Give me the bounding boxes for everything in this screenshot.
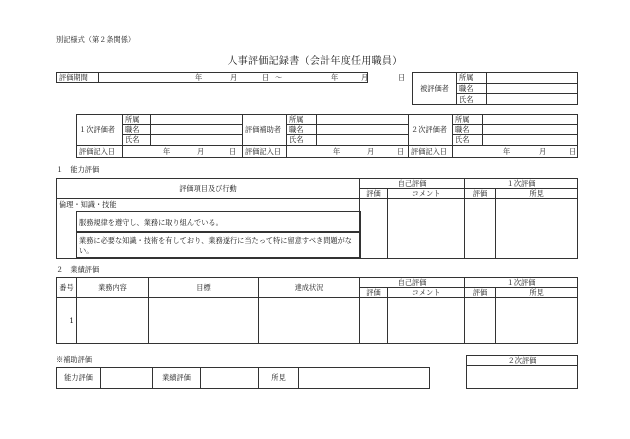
assist-table [56, 367, 430, 389]
evaluatee-affiliation-field[interactable] [487, 73, 578, 84]
performance-self-rating-header: 評価 [360, 288, 388, 298]
performance-first-rating-header: 評価 [465, 288, 496, 298]
period-start-month: 月 [230, 73, 238, 82]
evaluatee-label: 被評価者 [413, 73, 457, 105]
performance-self-comment-field[interactable] [388, 298, 465, 344]
evaluatee-name-label: 氏名 [457, 94, 487, 105]
ability-item-1 [76, 211, 361, 232]
performance-first-rating-field[interactable] [465, 298, 496, 344]
ability-table [56, 178, 578, 259]
assist-remarks-field[interactable] [299, 368, 430, 389]
ability-self-rating-header: 評価 [360, 189, 388, 199]
assist-ability-field[interactable] [101, 368, 153, 389]
evaluation-period-table [56, 72, 406, 83]
second-entry-date-label: 評価記入日 [409, 145, 453, 157]
performance-first-eval-header: １次評価 [465, 278, 578, 288]
second-date-year: 年 [503, 146, 511, 156]
performance-goal-header: 目標 [149, 278, 259, 298]
performance-status-field[interactable] [259, 298, 360, 344]
first-name-label: 氏名 [123, 135, 151, 145]
performance-section-title: ２ 業績評価 [56, 265, 100, 274]
evaluatee-position-field[interactable] [487, 83, 578, 94]
first-position-field[interactable] [151, 125, 243, 135]
performance-row-number: 1 [57, 298, 77, 344]
ability-first-rating-field[interactable] [465, 199, 496, 259]
assistant-date-year: 年 [333, 146, 341, 156]
period-start-year: 年 [195, 73, 203, 82]
performance-number-header: 番号 [57, 278, 77, 298]
ability-self-comment-header: コメント [388, 189, 465, 199]
second-position-label: 職名 [453, 125, 483, 135]
second-eval-field[interactable] [467, 366, 578, 389]
form-note: 別記様式（第２条関係） [56, 35, 136, 44]
assistant-name-field[interactable] [317, 135, 409, 145]
ability-item-1-text: 服務規律を遵守し、業務に取り組んでいる。 [79, 218, 223, 227]
evaluatee-affiliation-label: 所属 [457, 73, 487, 84]
ability-self-comment-field[interactable] [388, 199, 465, 259]
performance-first-remarks-header: 所見 [496, 288, 578, 298]
assistant-position-label: 職名 [287, 125, 317, 135]
ability-first-rating-header: 評価 [465, 189, 496, 199]
first-affiliation-field[interactable] [151, 115, 243, 125]
period-end-year: 年 [331, 73, 339, 82]
first-entry-date-label: 評価記入日 [77, 145, 123, 157]
assistant-entry-date-field[interactable] [287, 145, 409, 157]
period-end-day: 日 [398, 73, 406, 82]
assist-performance-field[interactable] [201, 368, 259, 389]
evaluatee-table [412, 72, 578, 105]
ability-items-cell [57, 199, 360, 259]
performance-status-header: 達成状況 [259, 278, 360, 298]
assistant-affiliation-field[interactable] [317, 115, 409, 125]
ability-category: 倫理・知識・技能 [59, 200, 117, 209]
first-date-year: 年 [163, 146, 171, 156]
ability-first-eval-header: １次評価 [465, 179, 578, 189]
first-evaluator-label: １次評価者 [77, 115, 123, 146]
second-affiliation-label: 所属 [453, 115, 483, 125]
second-date-month: 月 [539, 146, 547, 156]
ability-first-remarks-header: 所見 [496, 189, 578, 199]
performance-table [56, 277, 578, 344]
period-label: 評価期間 [57, 73, 99, 83]
ability-first-remarks-field[interactable] [496, 199, 578, 259]
ability-item-2-text: 業務に必要な知識・技術を有しており、業務遂行に当たって特に留意すべき問題がない。 [79, 236, 352, 256]
first-entry-date-field[interactable] [123, 145, 243, 157]
period-tilde: 〜 [275, 73, 283, 82]
first-name-field[interactable] [151, 135, 243, 145]
performance-self-eval-header: 自己評価 [360, 278, 465, 288]
second-date-day: 日 [569, 146, 577, 156]
assistant-affiliation-label: 所属 [287, 115, 317, 125]
ability-item-2 [76, 232, 361, 258]
period-field[interactable] [99, 73, 406, 83]
second-name-label: 氏名 [453, 135, 483, 145]
assistant-position-field[interactable] [317, 125, 409, 135]
ability-items-header: 評価項目及び行動 [57, 179, 360, 199]
performance-goal-field[interactable] [149, 298, 259, 344]
second-affiliation-field[interactable] [483, 115, 578, 125]
assist-remarks-label: 所見 [259, 368, 299, 389]
period-start-day: 日 [262, 73, 270, 82]
ability-self-rating-field[interactable] [360, 199, 388, 259]
second-entry-date-field[interactable] [453, 145, 578, 157]
evaluatee-position-label: 職名 [457, 83, 487, 94]
assistant-name-label: 氏名 [287, 135, 317, 145]
second-evaluator-label: ２次評価者 [409, 115, 453, 146]
performance-task-header: 業務内容 [77, 278, 149, 298]
first-position-label: 職名 [123, 125, 151, 135]
first-affiliation-label: 所属 [123, 115, 151, 125]
evaluators-table [76, 114, 578, 158]
assistant-date-day: 日 [397, 146, 405, 156]
second-position-field[interactable] [483, 125, 578, 135]
first-date-month: 月 [197, 146, 205, 156]
second-eval-header: ２次評価 [467, 356, 578, 366]
second-eval-table [466, 355, 578, 389]
second-name-field[interactable] [483, 135, 578, 145]
ability-self-eval-header: 自己評価 [360, 179, 465, 189]
performance-first-remarks-field[interactable] [496, 298, 578, 344]
performance-self-rating-field[interactable] [360, 298, 388, 344]
period-end-month: 月 [361, 73, 369, 82]
assist-section-title: ※補助評価 [56, 355, 92, 364]
performance-task-field[interactable] [77, 298, 149, 344]
evaluatee-name-field[interactable] [487, 94, 578, 105]
assistant-entry-date-label: 評価記入日 [243, 145, 287, 157]
assist-ability-label: 能力評価 [57, 368, 101, 389]
first-date-day: 日 [229, 146, 237, 156]
ability-section-title: １ 能力評価 [56, 165, 100, 174]
assistant-evaluator-label: 評価補助者 [243, 115, 287, 146]
assist-performance-label: 業績評価 [153, 368, 201, 389]
performance-self-comment-header: コメント [388, 288, 465, 298]
page-title: 人事評価記録書（会計年度任用職員） [227, 56, 403, 67]
assistant-date-month: 月 [367, 146, 375, 156]
